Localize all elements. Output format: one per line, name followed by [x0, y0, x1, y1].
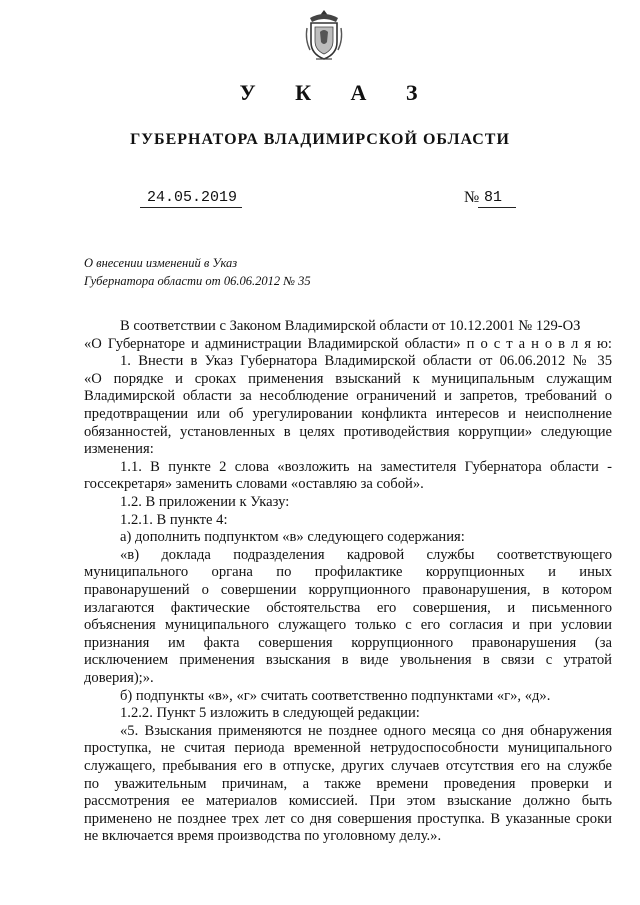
body-line: рассмотрения ее материалов комиссией. При этом взыскание должно быть	[84, 793, 612, 810]
body-line: госсекретаря» заменить словами «оставляю за собой».	[84, 476, 424, 493]
body-line: В соответствии с Законом Владимирской области от 10.12.2001 № 129-ОЗ	[120, 318, 581, 334]
body-line: предотвращении или об урегулировании конфликта интересов и неисполнение	[84, 406, 612, 422]
document-number: 81	[484, 189, 503, 206]
body-line: «О Губернаторе и администрации Владимирской области» п о с т а н о в л я ю:	[84, 335, 612, 352]
document-subtitle: ГУБЕРНАТОРА ВЛАДИМИРСКОЙ ОБЛАСТИ	[130, 131, 510, 148]
body-line: служащего, пребывания его в отпуске, других случаев отсутствия его на службе	[84, 758, 612, 774]
body-line: объяснения муниципального служащего только с его согласия и при условии	[84, 617, 612, 634]
date-underline	[140, 207, 242, 208]
body-line: признания им факта совершения коррупционного правонарушения (за	[84, 634, 612, 651]
body-line: 1.2.1. В пункте 4:	[120, 511, 228, 528]
body-line: б) подпункты «в», «г» считать соответственно подпунктами «г», «д».	[120, 687, 551, 704]
body-line: «5. Взыскания применяются не позднее одного месяца со дня обнаружения	[120, 722, 612, 739]
body-line: применено не позднее трех лет со дня совершения проступка. В указанные сроки	[84, 810, 612, 827]
body-line: изменения:	[84, 441, 154, 458]
document-date: 24.05.2019	[147, 189, 238, 206]
body-line: 1.2. В приложении к Указу:	[120, 494, 290, 510]
body-line: «О порядке и сроках применения взысканий к муниципальным служащим	[84, 370, 612, 387]
body-line: по уважительным причинам, а также времени проведения проверки и	[84, 775, 612, 792]
coat-of-arms-emblem	[304, 8, 344, 62]
body-line: 1. Внести в Указ Губернатора Владимирской области от 06.06.2012 № 35	[120, 353, 612, 370]
body-line: 1.2.2. Пункт 5 изложить в следующей редакции:	[120, 705, 420, 722]
body-line: правонарушений о совершении коррупционного правонарушения, в котором	[84, 582, 612, 598]
body-line: проступка, не считая периода временной нетрудоспособности муниципального	[84, 740, 612, 757]
number-underline	[478, 207, 516, 208]
subject-line: Губернатора области от 06.06.2012 № 35	[84, 274, 311, 288]
subject-line: О внесении изменений в Указ	[84, 256, 238, 270]
body-line: муниципального органа по профилактике коррупционных и иных	[84, 564, 612, 581]
number-label: №	[464, 189, 480, 206]
body-line: Владимирской области за несоблюдение ограничений и запретов, требований о	[84, 388, 612, 405]
body-line: «в) доклада подразделения кадровой службы соответствующего	[120, 546, 612, 563]
body-line: излагаются фактические обстоятельства его совершения, и письменного	[84, 599, 612, 616]
body-line: обязанностей, установленных в целях противодействия коррупции» следующие	[84, 423, 612, 440]
body-line: доверия);».	[84, 670, 154, 686]
body-line: не включается время производства по уголовному делу.».	[84, 828, 442, 845]
document-title: У К А З	[239, 80, 435, 105]
body-line: 1.1. В пункте 2 слова «возложить на заместителя Губернатора области -	[120, 458, 612, 475]
body-line: а) дополнить подпунктом «в» следующего содержания:	[120, 529, 465, 546]
body-line: исключением применения взыскания в виде увольнения в связи с утратой	[84, 652, 612, 669]
